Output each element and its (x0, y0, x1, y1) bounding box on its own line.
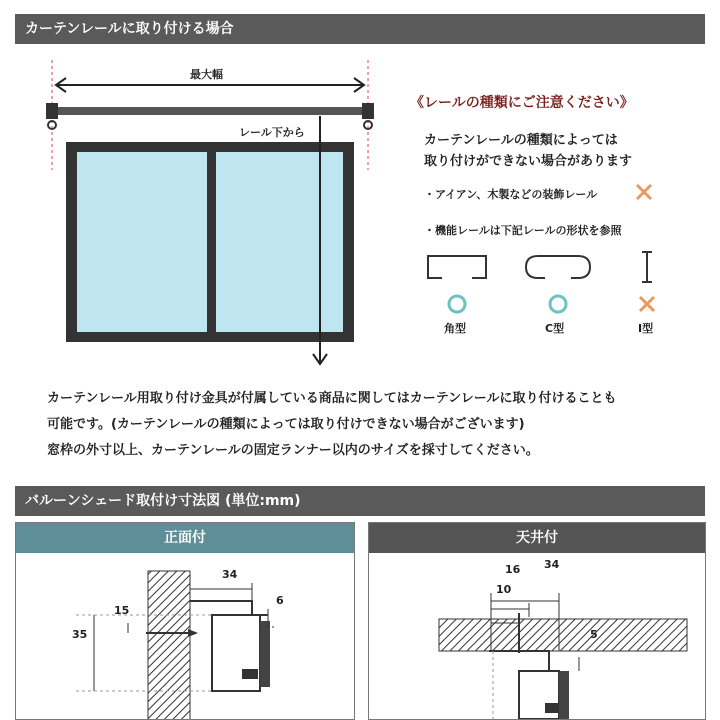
ceiling-dim-16: 16 (505, 563, 521, 576)
notice-line-1: カーテンレールの種類によっては (424, 133, 618, 148)
rail-type-label-i: I型 (638, 322, 654, 335)
section-title: カーテンレールに取り付ける場合 (25, 21, 234, 37)
panel-title: 正面付 (16, 523, 354, 553)
section-title: バルーンシェード取付け寸法図 (単位:mm) (25, 493, 301, 509)
front-dim-width: 34 (222, 568, 238, 581)
front-dim-screw: 15 (114, 604, 130, 617)
front-mount-diagram (16, 553, 355, 720)
front-mount-panel (15, 522, 355, 720)
rail-type-label-square: 角型 (444, 322, 466, 335)
notice-title: 《レールの種類にご注意ください》 (410, 95, 634, 111)
ceiling-dim-10: 10 (496, 583, 512, 596)
section-header-rail (15, 14, 705, 44)
body-text-2: 可能です。(カーテンレールの種類によっては取り付けできない場合がございます) (47, 417, 525, 432)
ok-icon (449, 296, 465, 312)
section-header-dimensions (15, 486, 705, 516)
notice-line-2: 取り付けができない場合があります (424, 154, 633, 169)
rail-type-shapes (420, 248, 670, 318)
front-dim-top: 6 (276, 594, 284, 607)
below-rail-label: レール下から (239, 126, 305, 139)
ceiling-mount-diagram (369, 553, 706, 720)
body-text-1: カーテンレール用取り付け金具が付属している商品に関してはカーテンレールに取り付けることも (47, 391, 617, 406)
front-dim-height: 35 (72, 628, 88, 641)
ok-icon (550, 296, 566, 312)
notice-bullet-1: ・アイアン、木製などの装飾レール (424, 188, 598, 201)
ceiling-dim-34: 34 (544, 558, 560, 571)
ceiling-mount-panel (368, 522, 706, 720)
window-rail-diagram (40, 50, 380, 380)
rail-type-label-c: C型 (545, 322, 565, 335)
cross-icon (634, 182, 654, 202)
notice-bullet-2: ・機能レールは下記レールの形状を参照 (424, 224, 622, 237)
ceiling-dim-5: 5 (590, 628, 598, 641)
body-text-3: 窓枠の外寸以上、カーテンレールの固定ランナー以内のサイズを採寸してください。 (47, 443, 539, 458)
max-width-label: 最大幅 (190, 68, 223, 81)
panel-title: 天井付 (369, 523, 705, 553)
